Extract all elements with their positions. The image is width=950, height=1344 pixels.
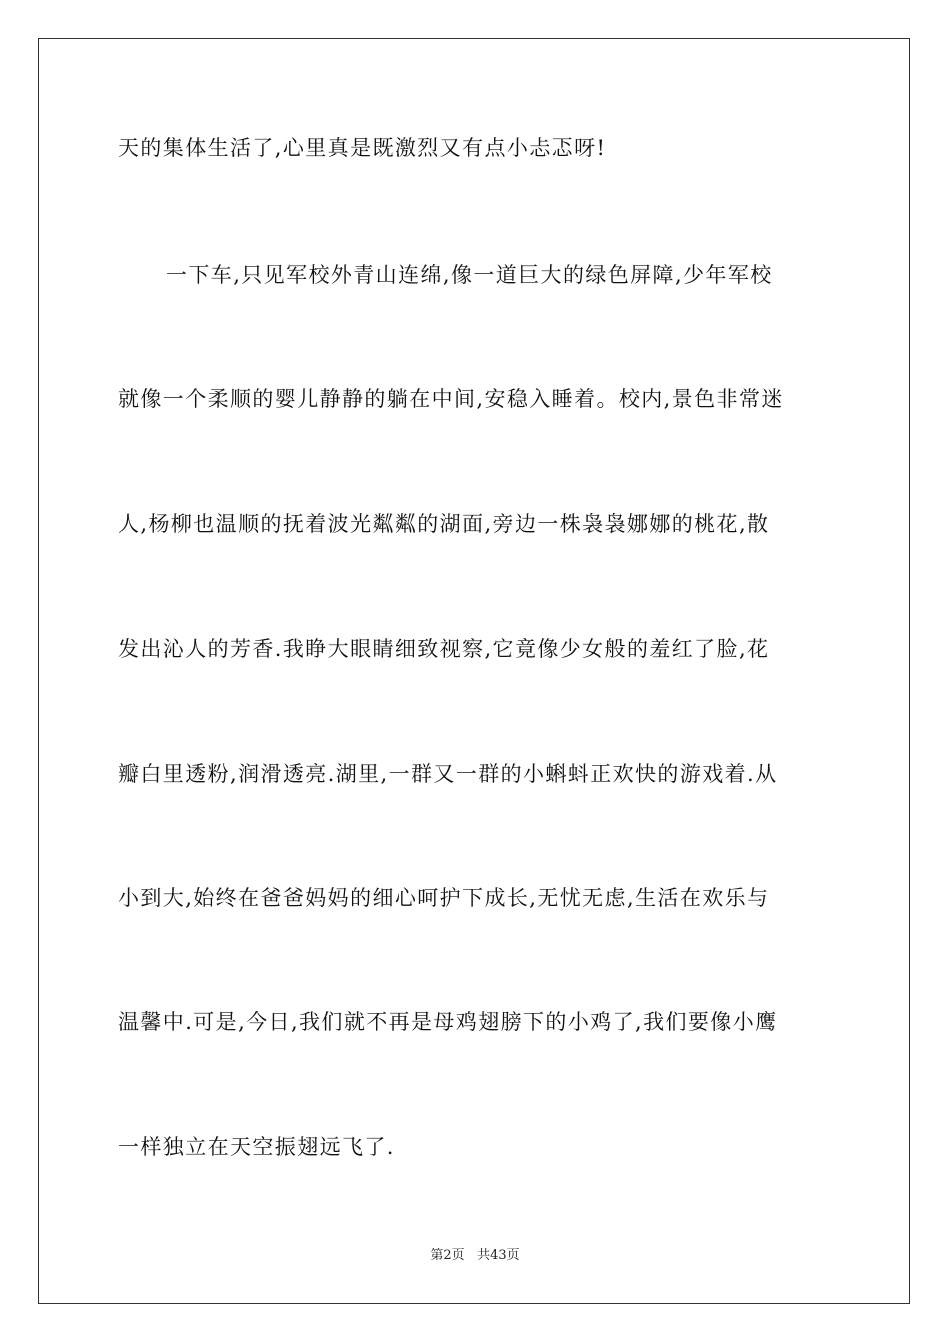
paragraph-line: 小到大,始终在爸爸妈妈的细心呵护下成长,无忧无虑,生活在欢乐与	[118, 886, 770, 910]
paragraph-line: 就像一个柔顺的婴儿静静的躺在中间,安稳入睡着。校内,景色非常迷	[118, 387, 784, 411]
paragraph-line: 温馨中.可是,今日,我们就不再是母鸡翅膀下的小鸡了,我们要像小鹰	[118, 1010, 778, 1034]
paragraph-line: 发出沁人的芳香.我睁大眼睛细致视察,它竟像少女般的羞红了脸,花	[118, 637, 770, 661]
paragraph-line: 天的集体生活了,心里真是既激烈又有点小忐忑呀!	[118, 136, 607, 160]
page-number: 第2页	[430, 1248, 465, 1263]
page-footer	[0, 1247, 950, 1265]
page-border	[38, 38, 910, 1304]
paragraph-line: 瓣白里透粉,润滑透亮.湖里,一群又一群的小蝌蚪正欢快的游戏着.从	[118, 762, 778, 786]
paragraph-line: 一样独立在天空振翅远飞了.	[118, 1135, 395, 1159]
paragraph-line: 一下车,只见军校外青山连绵,像一道巨大的绿色屏障,少年军校	[166, 263, 773, 287]
page-total: 共43页	[477, 1248, 520, 1263]
paragraph-line: 人,杨柳也温顺的抚着波光粼粼的湖面,旁边一株袅袅娜娜的桃花,散	[118, 512, 770, 536]
